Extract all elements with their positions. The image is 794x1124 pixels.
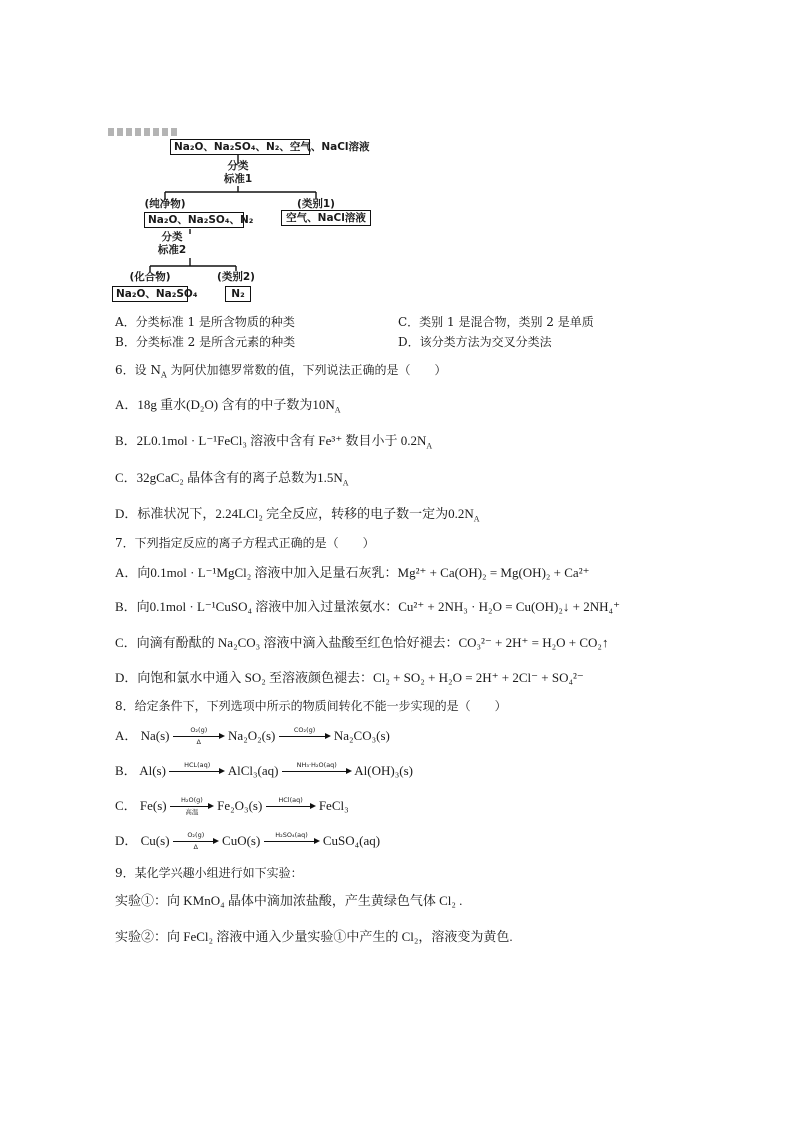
arrow-condition-top: CO₂(g) (293, 726, 316, 735)
diagram-standard2-label (152, 231, 192, 257)
diagram-category2-label: (类别2) (217, 271, 255, 283)
q6-option-a-text: A．18g 重水(D₂O) 含有的中子数为10N (115, 397, 335, 412)
q8-d-intermediate: CuO(s) (222, 833, 261, 848)
reaction-arrow-icon (173, 833, 219, 851)
standard2-line2: 标准2 (157, 244, 187, 256)
q6-option-b-sub: A (426, 441, 433, 451)
arrow-condition-bottom: Δ (193, 843, 198, 852)
q5-option-c: C．类别 1 是混合物，类别 2 是单质 (398, 315, 594, 329)
q8-b-reactant: Al(s) (139, 763, 166, 778)
diagram-compound-label: (化合物) (129, 271, 171, 283)
q6-option-d-text: D．标准状况下，2.24LCl₂ 完全反应，转移的电子数一定为0.2N (115, 506, 474, 521)
q8-a-label: A． (115, 728, 138, 743)
q9-experiment-1: 实验①：向 KMnO₄ 晶体中滴加浓盐酸，产生黄绿色气体 Cl₂ . (115, 893, 463, 908)
q7-option-a: A．向0.1mol · L⁻¹MgCl₂ 溶液中加入足量石灰乳：Mg²⁺ + Ca(OH)₂ = Mg(OH)₂ + Ca²⁺ (115, 565, 590, 580)
diagram-category2-box: N₂ (225, 286, 251, 302)
diagram-root-box: Na₂O、Na₂SO₄、N₂、空气、NaCl溶液 (170, 139, 310, 155)
diagram-pure-label: (纯净物) (144, 198, 186, 210)
diagram-category1-label: (类别1) (297, 198, 335, 210)
q8-c-product: FeCl₃ (318, 798, 349, 813)
q8-b-product: Al(OH)₃(s) (354, 763, 413, 778)
q8-option-c (115, 798, 349, 818)
q7-stem: 7．下列指定反应的离子方程式正确的是（ ） (115, 536, 375, 550)
q8-b-label: B． (115, 763, 137, 778)
q6-option-a (115, 397, 341, 419)
q6-stem (115, 362, 447, 383)
standard2-line1: 分类 (161, 231, 183, 243)
q8-a-product: Na₂CO₃(s) (333, 728, 390, 743)
q6-stem-part2: 为阿伏加德罗常数的值，下列说法正确的是（ ） (166, 363, 447, 377)
q8-b-intermediate: AlCl₃(aq) (227, 763, 279, 778)
arrow-condition-bottom: Δ (196, 738, 201, 747)
diagram-category1-box: 空气、NaCl溶液 (281, 210, 371, 226)
q8-a-intermediate: Na₂O₂(s) (228, 728, 276, 743)
q7-option-d: D．向饱和氯水中通入 SO₂ 至溶液颜色褪去：Cl₂ + SO₂ + H₂O = 2H⁺ + 2Cl⁻ + SO₄²⁻ (115, 670, 584, 685)
q8-d-product: CuSO₄(aq) (322, 833, 381, 848)
q6-stem-sub: A (160, 370, 167, 380)
arrow-condition-top: O₂(g) (190, 726, 208, 735)
q6-option-c-text: C．32gCaC₂ 晶体含有的离子总数为1.5N (115, 470, 343, 485)
reaction-arrow-icon (264, 833, 320, 851)
arrow-condition-top: NH₃·H₂O(aq) (296, 761, 337, 770)
q8-c-reactant: Fe(s) (139, 798, 167, 813)
q6-option-b (115, 433, 432, 455)
reaction-arrow-icon (279, 728, 331, 746)
arrow-condition-top: HCl(aq) (278, 796, 303, 805)
arrow-condition-top: H₂O(g) (180, 796, 203, 805)
q8-stem: 8．给定条件下，下列选项中所示的物质间转化不能一步实现的是（ ） (115, 699, 507, 713)
q8-c-label: C． (115, 798, 137, 813)
cropped-text-fragment (108, 128, 178, 136)
q5-option-b: B．分类标准 2 是所含元素的种类 (115, 335, 296, 349)
arrow-condition-top: HCL(aq) (184, 761, 211, 770)
reaction-arrow-icon (282, 763, 352, 781)
q6-stem-part1: 6．设 N (115, 363, 161, 377)
q9-experiment-2: 实验②：向 FeCl₂ 溶液中通入少量实验①中产生的 Cl₂，溶液变为黄色. (115, 929, 513, 944)
reaction-arrow-icon (266, 798, 316, 816)
classification-diagram (108, 128, 370, 306)
q8-option-b (115, 763, 413, 783)
q8-d-reactant: Cu(s) (140, 833, 170, 848)
q6-option-d-sub: A (473, 514, 480, 524)
q7-option-c: C．向滴有酚酞的 Na₂CO₃ 溶液中滴入盐酸至红色恰好褪去：CO₃²⁻ + 2H⁺ = H₂O + CO₂↑ (115, 635, 609, 650)
q8-c-intermediate: Fe₂O₃(s) (217, 798, 263, 813)
arrow-condition-top: O₂(g) (187, 831, 205, 840)
q8-option-d (115, 833, 380, 853)
q8-option-a (115, 728, 390, 748)
diagram-compound-box: Na₂O、Na₂SO₄ (112, 286, 188, 302)
q5-option-d: D．该分类方法为交叉分类法 (398, 335, 552, 349)
q8-d-label: D． (115, 833, 138, 848)
arrow-condition-bottom: 高温 (185, 808, 199, 817)
standard1-line2: 标准1 (223, 173, 253, 185)
q9-stem: 9．某化学兴趣小组进行如下实验： (115, 866, 303, 880)
diagram-standard1-label (218, 160, 258, 186)
q7-option-b: B．向0.1mol · L⁻¹CuSO₄ 溶液中加入过量浓氨水：Cu²⁺ + 2NH₃ · H₂O = Cu(OH)₂↓ + 2NH₄⁺ (115, 599, 620, 614)
standard1-line1: 分类 (227, 160, 249, 172)
q5-option-a: A．分类标准 1 是所含物质的种类 (115, 315, 295, 329)
q6-option-c (115, 470, 349, 492)
q6-option-b-text: B．2L0.1mol · L⁻¹FeCl₃ 溶液中含有 Fe³⁺ 数目小于 0.2N (115, 433, 427, 448)
arrow-condition-top: H₂SO₄(aq) (275, 831, 308, 840)
diagram-pure-box: Na₂O、Na₂SO₄、N₂ (144, 212, 244, 228)
reaction-arrow-icon (173, 728, 225, 746)
q6-option-d (115, 506, 480, 528)
reaction-arrow-icon (169, 763, 225, 781)
q6-option-a-sub: A (334, 405, 341, 415)
q8-a-reactant: Na(s) (140, 728, 170, 743)
q6-option-c-sub: A (342, 478, 349, 488)
reaction-arrow-icon (170, 798, 214, 816)
